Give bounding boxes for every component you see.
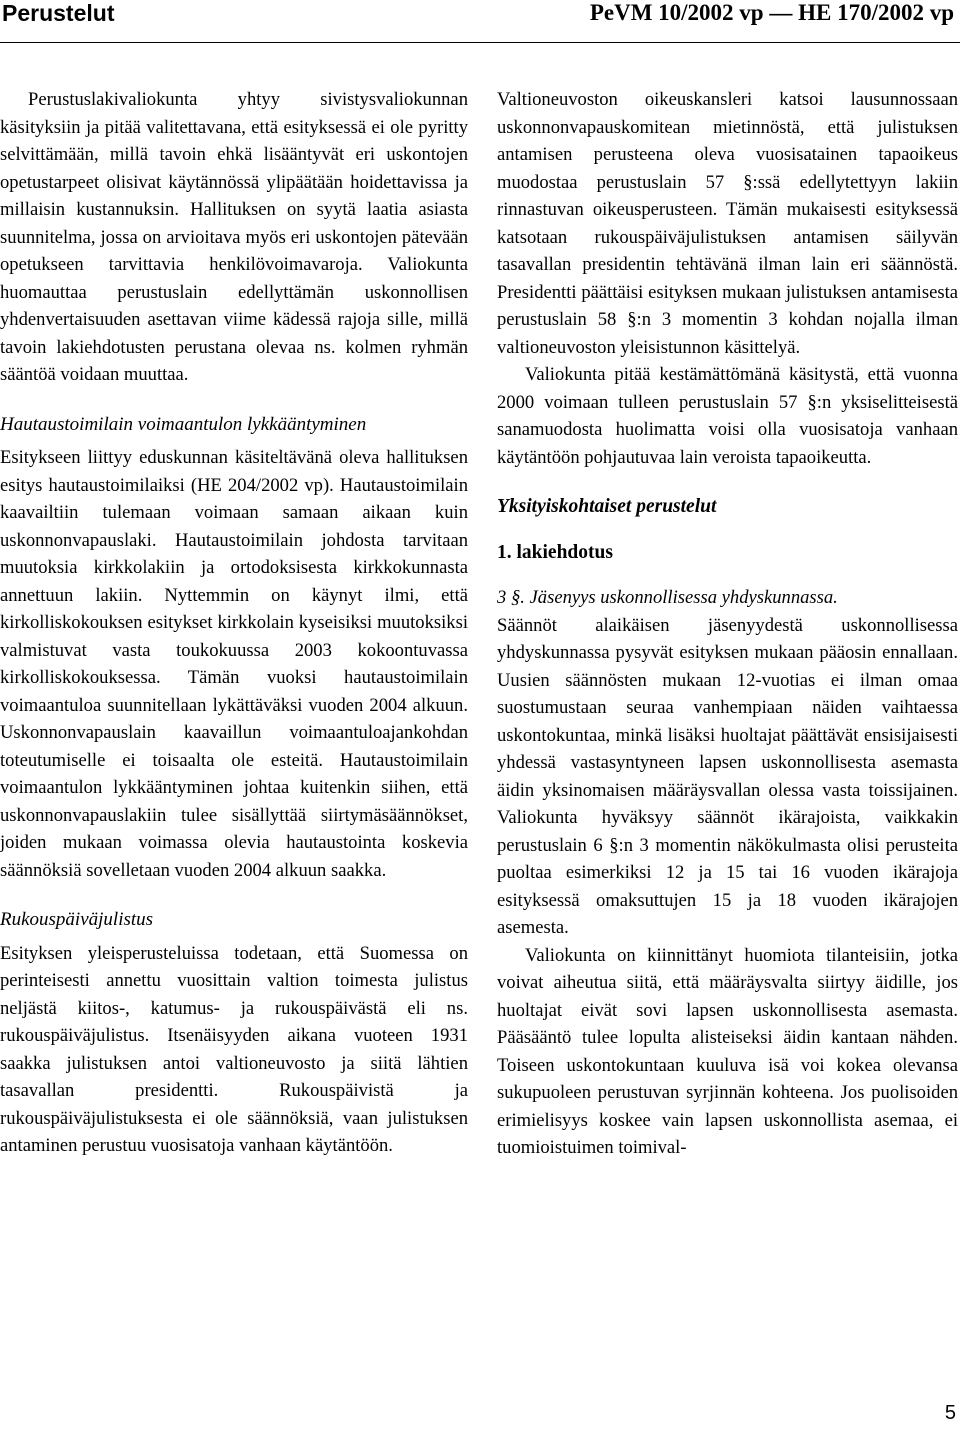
page-number: 5 <box>944 1402 956 1424</box>
page-header <box>0 0 960 43</box>
header-document-reference: PeVM 10/2002 vp — HE 170/2002 vp <box>589 0 954 25</box>
subsection-heading: 1. lakiehdotus <box>497 541 613 563</box>
section-heading: Yksityiskohtaiset perustelut <box>497 496 717 517</box>
paragraph: Esitykseen liittyy eduskunnan käsiteltävänä oleva hallituksen esitys hautaustoimilaiksi (HE 204/2002 vp). Hautaustoimilain kaavailtiin tulemaan voimaan samaan aikaan kuin uskonnonvapauslaki. Hautaustoimilain johdosta tarvitaan muutoksia kirkkolakiin ja ortodoksisesta kirkkokunnasta annettuun lakiin. Nyttemmin on käynyt ilmi, että kirkolliskokouksen esitykset kirkkolain kyseisiksi muutoksiksi valmistuvat vasta toukokuussa 2003 kokoontuvassa kirkolliskokouksessa. Tämän vuoksi hautaustoimilain voimaantuloa suunnitellaan lykättäväksi vuoden 2004 alkuun. Uskonnonvapauslain kaavaillun voimaantuloajankohdan toteutumiselle ei toisaalta ole esteitä. Hautaustoimilain voimaantulon lykkääntyminen johtaa kuitenkin siihen, että uskonnonvapauslakiin tulee sisällyttää siirtymäsäännökset, joiden mukaan voimassa olevia hautaustointa koskevia säännöksiä sovelletaan vuoden 2004 alkuun saakka. <box>0 447 468 881</box>
right-column <box>497 86 958 1162</box>
paragraph: Säännöt alaikäisen jäsenyydestä uskonnollisessa yhdyskunnassa pysyvät esityksen mukaan pääosin ennallaan. Uusien säännösten mukaan 12-vuotias ei ilman omaa suostumustaan seuraa vanhempiaan näiden vaihtaessa uskontokuntaa, minkä lisäksi huoltajat päättävät ensisijaisesti yhdessä vastasyntyneen lapsen uskonnollisesta asemasta äidin yksinomaisen määräysvallan olessa vasta toissijainen. Valiokunta hyväksyy säännöt ikärajoista, vaikkakin perustuslain 6 §:n 3 momentin näkökulmasta olisi perusteita puoltaa esimerkiksi 12 ja 15 tai 16 vuoden ikärajoja esityksessä omaksuttujen 15 ja 18 vuoden ikärajojen asemesta. <box>497 614 958 938</box>
paragraph: Perustuslakivaliokunta yhtyy sivistysvaliokunnan käsityksiin ja pitää valitettavana, että esityksessä ei ole pyritty selvittämään, millä tavoin ehkä lisääntyvät eri uskontojen opetustarpeet olisivat käytännössä ylipäätään hoidettavissa ja millaisin kustannuksin. Hallituksen on syytä laatia asiasta suunnitelma, jossa on arvioitava myös eri uskontojen pätevään opetukseen tarvittavia henkilövoimavaroja. Valiokunta huomauttaa perustuslain edellyttämän uskonnollisen yhdenvertaisuuden asettavan viime kädessä rajoja sille, millä tavoin lakiehdotusten perustana olevaa ns. kolmen ryhmän sääntöä voidaan muuttaa. <box>0 89 468 385</box>
paragraph: Valiokunta pitää kestämättömänä käsitystä, että vuonna 2000 voimaan tulleen perustuslain 57 §:n yksiselitteisestä sanamuodosta huolimatta voisi olla vuosisatoja vanhaan käytäntöön pohjautuvaa lain veroista tapaoikeutta. <box>497 364 958 468</box>
section-heading: Rukouspäiväjulistus <box>0 909 154 930</box>
section-heading: Hautaustoimilain voimaantulon lykkääntyminen <box>0 413 367 435</box>
header-section-title: Perustelut <box>2 0 115 26</box>
left-column <box>0 86 468 1160</box>
paragraph: Esityksen yleisperusteluissa todetaan, että Suomessa on perinteisesti annettu vuosittain valtion toimesta julistus neljästä kiitos-, katumus- ja rukouspäivästä eli ns. rukouspäiväjulistus. Itsenäisyyden aikana vuoteen 1931 saakka julistuksen antoi valtioneuvosto ja siitä lähtien tasavallan presidentti. Rukouspäivistä ja rukouspäiväjulistuksesta ei ole säännöksiä, vaan julistuksen antaminen perustuu vuosisatoja vanhaan käytäntöön. <box>0 942 468 1156</box>
paragraph: Valiokunta on kiinnittänyt huomiota tilanteisiin, jotka voivat aiheutua siitä, että määräysvalta siirtyy äidille, jos huoltajat eivät sovi lapsen uskonnollisesta asemasta. Pääsääntö tulee lopulta alisteiseksi äidin kantaan nähden. Toiseen uskontokuntaan kuuluva isä voi kokea olevansa sukupuoleen perustuvan syrjinnän kohteena. Jos puolisoiden erimielisyys koskee vain lapsen uskonnollista asemaa, ei tuomioistuimen toimival- <box>497 944 958 1158</box>
paragraph: Valtioneuvoston oikeuskansleri katsoi lausunnossaan uskonnonvapauskomitean mietinnöstä, että julistuksen antamisen perusteena oleva vuosisatainen tapaoikeus muodostaa perustuslain 57 §:ssä edellytettyyn lakiin rinnastuvan oikeusperusteen. Tämän mukaisesti esityksessä katsotaan rukouspäiväjulistuksen antamisen säilyvän tasavallan presidentin tehtävänä ilman lain eri säännöstä. Presidentti päättäisi esityksen mukaan julistuksen antamisesta perustuslain 58 §:n 3 momentin 3 kohdan nojalla ilman valtioneuvoston yleisistunnon käsittelyä. <box>497 89 958 358</box>
article-title: 3 §. Jäsenyys uskonnollisessa yhdyskunnassa. <box>497 587 838 608</box>
